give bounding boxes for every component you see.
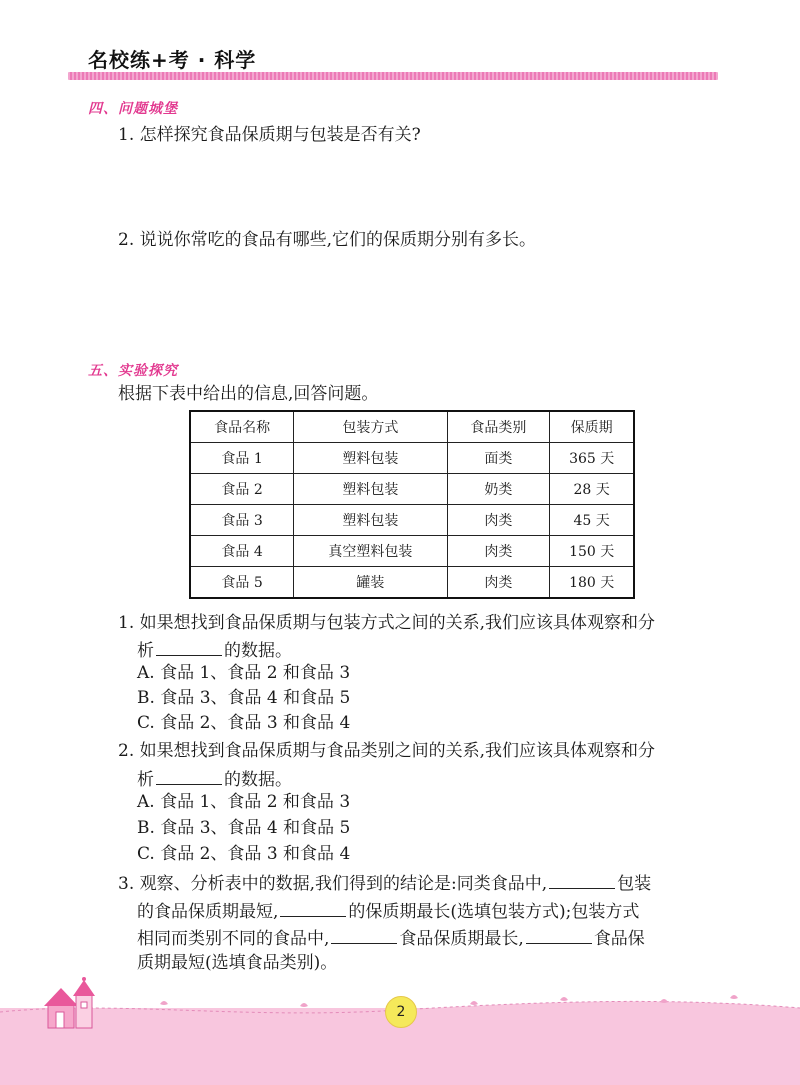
table-cell: 180 天	[550, 567, 634, 599]
section-4-title: 四、问题城堡	[88, 101, 178, 117]
s5-q3-line4: 质期最短(选填食品类别)。	[137, 953, 338, 973]
answer-blank[interactable]	[526, 925, 592, 944]
s4-question-1: 1. 怎样探究食品保质期与包装是否有关?	[118, 125, 421, 145]
book-title: 名校练+考 · 科学	[88, 48, 257, 72]
table-cell: 150 天	[550, 536, 634, 567]
s5-q2-option-b: B. 食品 3、食品 4 和食品 5	[137, 818, 351, 838]
s5-q1-line1: 1. 如果想找到食品保质期与包装方式之间的关系,我们应该具体观察和分	[118, 613, 656, 633]
table-cell: 真空塑料包装	[294, 536, 447, 567]
s5-q2-line2	[137, 766, 292, 791]
table-cell: 食品 2	[190, 474, 294, 505]
text: 的数据。	[224, 641, 292, 661]
table-header: 食品类别	[447, 411, 550, 443]
text: 析	[137, 770, 154, 790]
text: 的食品保质期最短,	[137, 902, 279, 922]
table-cell: 28 天	[550, 474, 634, 505]
text: 相同而类别不同的食品中,	[137, 929, 330, 949]
table-row	[190, 536, 634, 567]
table-cell: 肉类	[447, 505, 550, 536]
table-cell: 45 天	[550, 505, 634, 536]
table-header-row	[190, 411, 634, 443]
text: 食品保质期最长,	[399, 929, 524, 949]
answer-blank[interactable]	[156, 766, 222, 785]
table-cell: 塑料包装	[294, 474, 447, 505]
section-5-title: 五、实验探究	[88, 363, 178, 379]
s4-question-2: 2. 说说你常吃的食品有哪些,它们的保质期分别有多长。	[118, 230, 537, 250]
table-row	[190, 505, 634, 536]
answer-blank[interactable]	[549, 870, 615, 889]
answer-blank[interactable]	[331, 925, 397, 944]
table-row	[190, 567, 634, 599]
s5-q1-option-a: A. 食品 1、食品 2 和食品 3	[137, 663, 351, 683]
answer-blank[interactable]	[280, 898, 346, 917]
text: 的保质期最长(选填包装方式);包装方式	[348, 902, 640, 922]
s5-q2-option-c: C. 食品 2、食品 3 和食品 4	[137, 844, 351, 864]
table-header: 保质期	[550, 411, 634, 443]
table-cell: 食品 1	[190, 443, 294, 474]
header-bar	[68, 72, 718, 80]
s5-q2-line1: 2. 如果想找到食品保质期与食品类别之间的关系,我们应该具体观察和分	[118, 741, 656, 761]
table-row	[190, 443, 634, 474]
s5-q3-line3	[137, 925, 645, 950]
text: 包装	[617, 874, 652, 894]
table-cell: 罐装	[294, 567, 447, 599]
table-header: 包装方式	[294, 411, 447, 443]
table-cell: 塑料包装	[294, 505, 447, 536]
table-cell: 肉类	[447, 536, 550, 567]
s5-q1-option-b: B. 食品 3、食品 4 和食品 5	[137, 688, 351, 708]
text: 的数据。	[224, 770, 292, 790]
answer-blank[interactable]	[156, 637, 222, 656]
s5-q1-line2	[137, 637, 292, 662]
table-cell: 食品 5	[190, 567, 294, 599]
table-cell: 面类	[447, 443, 550, 474]
food-table	[189, 410, 635, 599]
page-number: 2	[385, 996, 417, 1028]
table-cell: 食品 3	[190, 505, 294, 536]
table-header: 食品名称	[190, 411, 294, 443]
table-cell: 食品 4	[190, 536, 294, 567]
s5-q2-option-a: A. 食品 1、食品 2 和食品 3	[137, 792, 351, 812]
table-cell: 塑料包装	[294, 443, 447, 474]
table-row	[190, 474, 634, 505]
table-cell: 奶类	[447, 474, 550, 505]
table-cell: 肉类	[447, 567, 550, 599]
text: 析	[137, 641, 154, 661]
house-illustration-icon	[40, 976, 110, 1030]
table-cell: 365 天	[550, 443, 634, 474]
s5-intro: 根据下表中给出的信息,回答问题。	[118, 384, 379, 404]
text: 食品保	[593, 929, 645, 949]
text: 3. 观察、分析表中的数据,我们得到的结论是:同类食品中,	[118, 874, 548, 894]
s5-q1-option-c: C. 食品 2、食品 3 和食品 4	[137, 713, 351, 733]
s5-q3-line2	[137, 898, 639, 923]
s5-q3-line1	[118, 870, 651, 895]
